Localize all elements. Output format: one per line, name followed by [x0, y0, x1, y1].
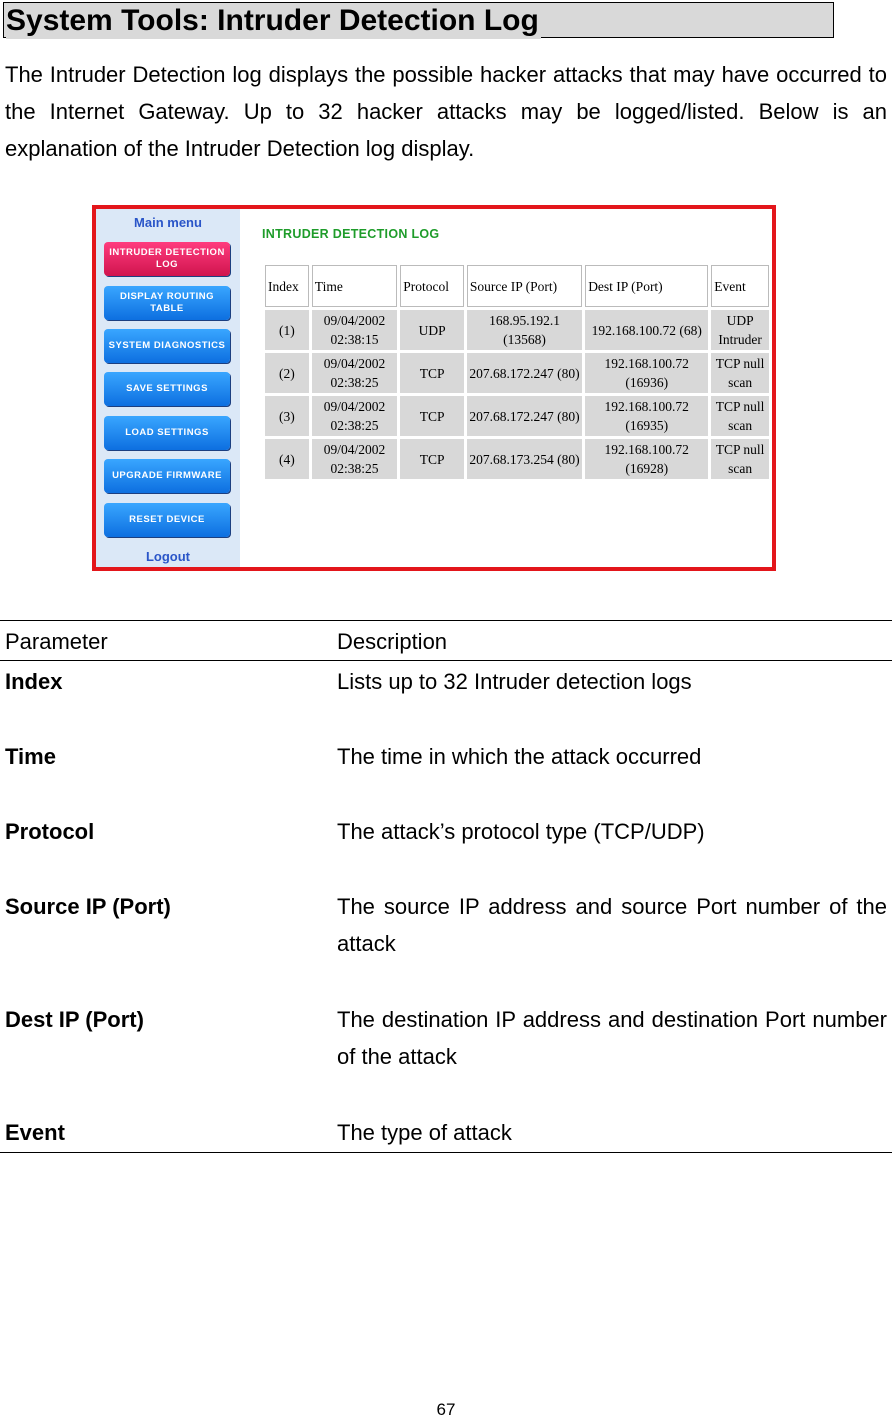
menu-button-reset-device[interactable]: RESET DEVICE: [104, 503, 230, 537]
table-cell: TCP: [400, 439, 464, 479]
menu-title: Main menu: [134, 215, 202, 230]
table-header-row: [265, 265, 769, 307]
menu-button-display-routing-table[interactable]: DISPLAY ROUTING TABLE: [104, 286, 230, 320]
param-desc: The attack’s protocol type (TCP/UDP): [337, 819, 705, 844]
logout-link[interactable]: Logout: [145, 549, 191, 564]
table-row: [265, 310, 769, 350]
table-cell: (3): [265, 396, 309, 436]
section-title: System Tools: Intruder Detection Log: [6, 4, 539, 37]
intruder-log-table: [262, 262, 772, 482]
param-name: Event: [5, 1120, 65, 1145]
page-number: 67: [436, 1400, 456, 1419]
intro-paragraph: The Intruder Detection log displays the possible hacker attacks that may have occurred to the Internet Gateway. Up to 32 hacker attacks may be logged/listed. Below is an explanation of the Intruder Detection log display.: [5, 62, 887, 161]
table-cell: UDP: [400, 310, 464, 350]
description-header: Description: [337, 629, 448, 654]
table-cell: TCP null scan: [711, 396, 769, 436]
param-desc: Lists up to 32 Intruder detection logs: [337, 669, 692, 694]
table-cell: 207.68.173.254 (80): [467, 439, 582, 479]
table-cell: (1): [265, 310, 309, 350]
column-header: Time: [312, 265, 397, 307]
menu-button-load-settings[interactable]: LOAD SETTINGS: [104, 416, 230, 450]
param-name: Dest IP (Port): [5, 1007, 144, 1032]
param-name: Time: [5, 744, 56, 769]
column-header: Index: [265, 265, 309, 307]
table-cell: 207.68.172.247 (80): [467, 396, 582, 436]
parameter-header: Parameter: [5, 629, 108, 654]
param-desc: The source IP address and source Port number of the attack: [337, 894, 887, 956]
table-cell: 192.168.100.72 (68): [585, 310, 708, 350]
section-title-bar: [3, 2, 834, 38]
parameter-table: [0, 620, 892, 1153]
table-cell: UDP Intruder: [711, 310, 769, 350]
table-cell: (4): [265, 439, 309, 479]
table-cell: 192.168.100.72 (16935): [585, 396, 708, 436]
table-cell: 168.95.192.1 (13568): [467, 310, 582, 350]
param-desc: The type of attack: [337, 1120, 512, 1145]
param-name: Index: [5, 669, 63, 694]
table-cell: TCP: [400, 353, 464, 393]
menu-button-upgrade-firmware[interactable]: UPGRADE FIRMWARE: [104, 459, 230, 493]
table-cell: 09/04/2002 02:38:25: [312, 396, 397, 436]
column-header: Source IP (Port): [467, 265, 582, 307]
column-header: Protocol: [400, 265, 464, 307]
table-cell: 09/04/2002 02:38:15: [312, 310, 397, 350]
table-row: [265, 396, 769, 436]
menu-button-system-diagnostics[interactable]: SYSTEM DIAGNOSTICS: [104, 329, 230, 363]
table-cell: 09/04/2002 02:38:25: [312, 353, 397, 393]
table-cell: TCP null scan: [711, 439, 769, 479]
menu-button-save-settings[interactable]: SAVE SETTINGS: [104, 372, 230, 406]
param-name: Source IP (Port): [5, 894, 171, 919]
log-title: INTRUDER DETECTION LOG: [262, 227, 440, 241]
table-cell: 192.168.100.72 (16928): [585, 439, 708, 479]
menu-button-intruder-detection-log[interactable]: INTRUDER DETECTION LOG: [104, 242, 230, 276]
header-divider: [0, 660, 892, 661]
param-desc: The destination IP address and destination Port number of the attack: [337, 1007, 887, 1069]
table-row: [265, 353, 769, 393]
table-cell: TCP null scan: [711, 353, 769, 393]
table-cell: 207.68.172.247 (80): [467, 353, 582, 393]
table-cell: 192.168.100.72 (16936): [585, 353, 708, 393]
table-row: [265, 439, 769, 479]
param-desc: The time in which the attack occurred: [337, 744, 702, 769]
param-name: Protocol: [5, 819, 95, 844]
screenshot-figure: [92, 205, 776, 571]
table-cell: (2): [265, 353, 309, 393]
column-header: Dest IP (Port): [585, 265, 708, 307]
column-header: Event: [711, 265, 769, 307]
main-menu: [96, 209, 240, 567]
table-cell: 09/04/2002 02:38:25: [312, 439, 397, 479]
table-cell: TCP: [400, 396, 464, 436]
